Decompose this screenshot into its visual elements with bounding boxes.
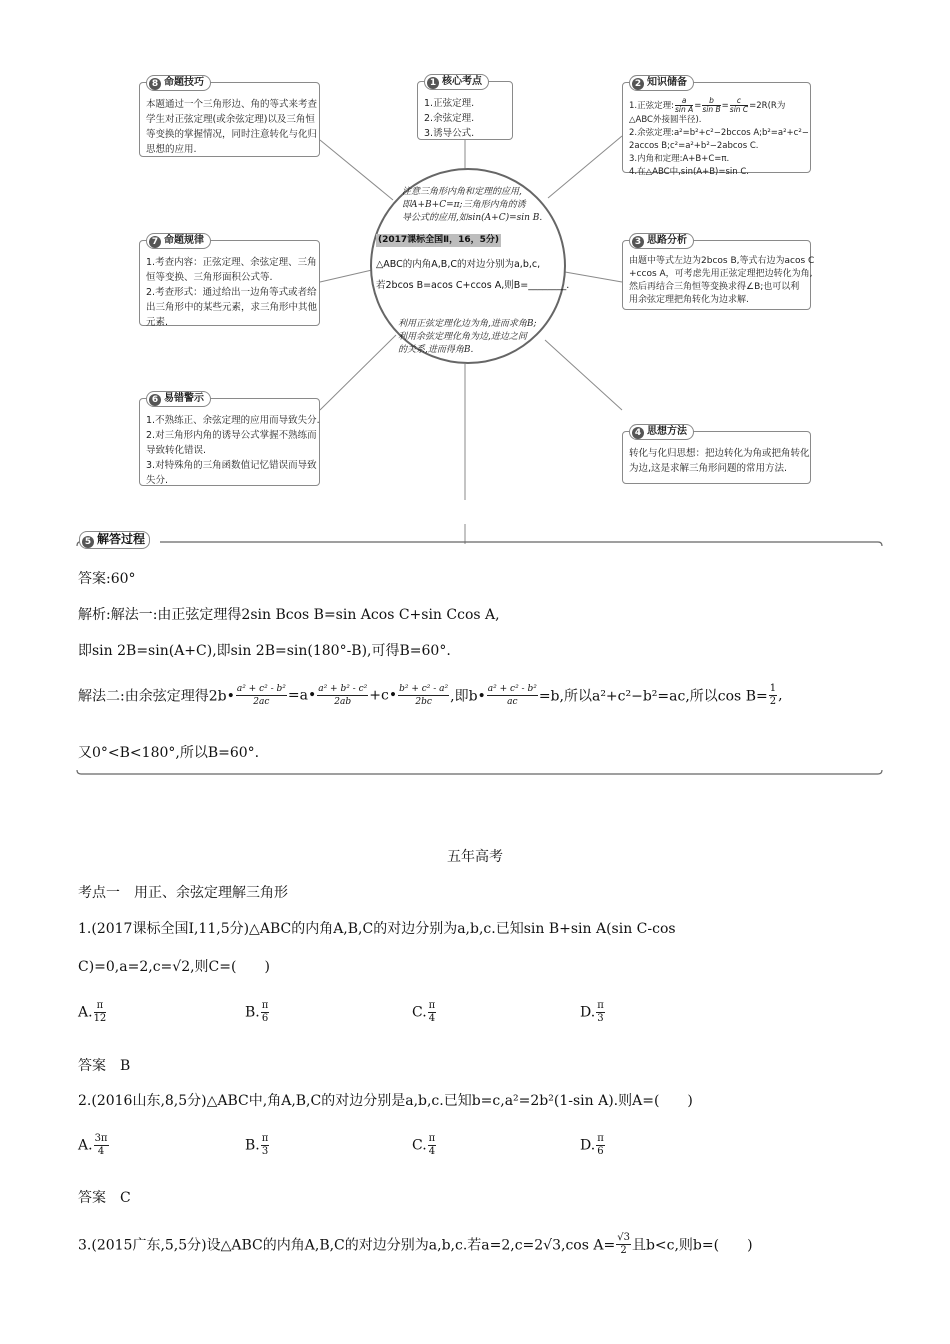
topic-heading: 考点一 用正、余弦定理解三角形 (78, 885, 288, 901)
q1-option-b: B. $\frac{\pi}{6}$ (245, 1000, 269, 1024)
mindmap-box-proposition-pattern: 7 命题规律 1.考查内容：正弦定理、余弦定理、三角 恒等变换、三角形面积公式等. 2.考查形式：通过给出一边角等式或者给 出三角形中的某些元素，求三角形中其他 元素. (139, 240, 320, 326)
box-title: 2 知识储备 (629, 75, 694, 91)
solution-line-2: 即sin 2B=sin(A+C),即sin 2B=sin(180°-B),可得B=60°. (78, 643, 451, 659)
solution-line-3: 解法二:由余弦定理得2b• $\frac{\text{a² + c² - b²}}{2ac}$ =a• $\frac{\text{a² + b² - c²}}{2ab}$ +c• $\frac{\text{b² + c² - a²}}{2bc}$ ,即b• $\frac{\text{a² + c² - b²}}{ac}$ =b,所以a²+c²−b²=ac,所以cos B= $\frac{1}{2}$ , (78, 683, 783, 707)
question-3-line-1: 3.(2015广东,5,5分)设△ABC的内角A,B,C的对边分别为a,b,c.若a=2,c=2√3,cos A= $\frac{√3}{2}$ 且b<c,则b=( ) (78, 1232, 753, 1256)
solution-section-title: 5 解答过程 (79, 531, 150, 549)
mindmap-box-analysis: 3 思路分析 由题中等式左边为2bcos B,等式右边为acos C +ccos A，可考虑先用正弦定理把边转化为角, 然后再结合三角恒等变换求得∠B;也可以利 用余弦定理把角转化为边求解. (622, 240, 811, 310)
question-1-answer: 答案 B (78, 1058, 131, 1074)
mindmap-box-knowledge: 2 知识储备 1.正弦定理: $\frac{a}{\text{sin A}}$ = $\frac{b}{\text{sin B}}$ = $\frac{c}{\text{sin C}}$ =2R(R为 △ABC外接圆半径). 2.余弦定理:a²=b²+c²−2bccos A;b²=a²+c²− 2accos B;c²=a²+b²−2abcos C. 3.内角和定理:A+B+C=π. 4.在△ABC中,sin(A+B)=sin C. (622, 82, 811, 173)
box-title: 8 命题技巧 (146, 75, 211, 91)
q1-option-c: C. $\frac{\pi}{4}$ (412, 1000, 436, 1024)
mindmap-center (370, 168, 570, 364)
box-title: 6 易错警示 (146, 391, 211, 407)
box-title: 3 思路分析 (629, 233, 694, 249)
box-title: 1 核心考点 (424, 74, 489, 90)
handwritten-note-bottom: 利用正弦定理化边为角,进而求角B; 利用余弦定理化角为边,进边之间 的关系,进而得角B. (398, 319, 537, 355)
mindmap-box-error-warning: 6 易错警示 1.不熟练正、余弦定理的应用而导致失分. 2.对三角形内角的诱导公式掌握不熟练而 导致转化错误. 3.对特殊角的三角函数值记忆错误而导致 失分. (139, 398, 320, 486)
solution-answer: 答案:60° (78, 571, 136, 587)
q2-option-c: C. $\frac{\pi}{4}$ (412, 1133, 436, 1157)
q2-option-d: D. $\frac{\pi}{6}$ (580, 1133, 604, 1157)
section-heading: 五年高考 (447, 849, 503, 865)
q1-option-d: D. $\frac{\pi}{3}$ (580, 1000, 604, 1024)
solution-line-4: 又0°<B<180°,所以B=60°. (78, 745, 260, 761)
q2-option-a: A. $\frac{3\pi}{4}$ (78, 1133, 108, 1157)
question-2-line-1: 2.(2016山东,8,5分)△ABC中,角A,B,C的对边分别是a,b,c.已知b=c,a²=2b²(1-sin A).则A=( ) (78, 1093, 693, 1109)
q1-option-a: A. $\frac{\pi}{12}$ (78, 1000, 107, 1024)
question-1-line-2: C)=0,a=2,c=√2,则C=( ) (78, 959, 270, 975)
handwritten-note-top: 注意三角形内角和定理的应用, 即A+B+C=π;三角形内角的诱 导公式的应用,如sin(A+C)=sin B. (402, 187, 543, 223)
box-title: 4 思想方法 (629, 424, 694, 440)
question-2-answer: 答案 C (78, 1190, 131, 1206)
solution-line-1: 解析:解法一:由正弦定理得2sin Bcos B=sin Acos C+sin Ccos A, (78, 607, 500, 623)
q2-option-b: B. $\frac{\pi}{3}$ (245, 1133, 269, 1157)
mindmap-box-proposition-technique: 8 命题技巧 本题通过一个三角形边、角的等式来考查 学生对正弦定理(或余弦定理)以及三角恒 等变换的掌握情况，同时注意转化与化归 思想的应用. (139, 82, 320, 157)
sine-law-line: 1.正弦定理: $\frac{a}{\text{sin A}}$ = $\frac{b}{\text{sin B}}$ = $\frac{c}{\text{sin C}}$ =2R(R为 (629, 96, 786, 114)
problem-source: (2017课标全国Ⅱ，16，5分) (378, 235, 499, 245)
mindmap-box-core-points: 1 核心考点 1.正弦定理. 2.余弦定理. 3.诱导公式. (417, 81, 513, 140)
mindmap-box-method: 4 思想方法 转化与化归思想：把边转化为角或把角转化 为边,这是求解三角形问题的常用方法. (622, 431, 811, 484)
box-title: 7 命题规律 (146, 233, 211, 249)
question-1-line-1: 1.(2017课标全国Ⅰ,11,5分)△ABC的内角A,B,C的对边分别为a,b,c.已知sin B+sin A(sin C-cos (78, 921, 676, 937)
problem-text: △ABC的内角A,B,C的对边分别为a,b,c, 若2bcos B=acos C+ccos A,则B=________. (376, 259, 570, 291)
